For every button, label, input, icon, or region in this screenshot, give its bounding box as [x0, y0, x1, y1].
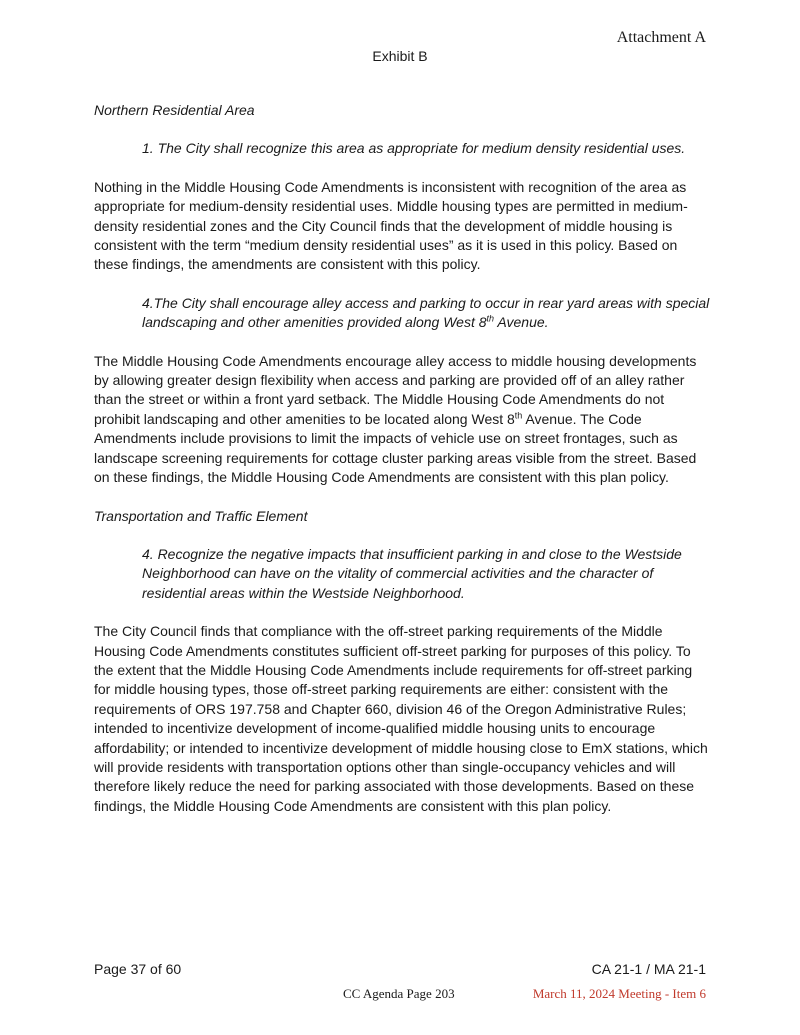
transportation-heading: Transportation and Traffic Element: [94, 507, 308, 524]
policy-4: [94, 294, 710, 333]
case-number: CA 21-1 / MA 21-1: [591, 961, 706, 977]
document-body: [94, 101, 710, 835]
exhibit-label: Exhibit B: [372, 48, 428, 64]
page-number: Page 37 of 60: [94, 961, 182, 977]
policy-4-text-end: Avenue.: [494, 314, 549, 331]
paragraph-2-text-end: Avenue. The Code Amendments include provisions to limit the impacts of vehicle use on street frontages, such as landscape screening requirements for cottage cluster parking areas visible from the street. Based on these findings, the Middle Housing Code Amendments are consistent with this plan policy.: [94, 410, 697, 486]
finding-paragraph-3: The City Council finds that compliance with the off-street parking requirements of the Middle Housing Code Amendments constitutes sufficient off-street parking for purposes of this policy. To the extent that the Middle Housing Code Amendments include requirements for off-street parking for middle housing types, those off-street parking requirements are either: consistent with the requirements of ORS 197.758 and Chapter 660, division 46 of the Oregon Administrative Rules; intended to incentivize development of income-qualified middle housing units to encourage affordability; or intended to incentivize development of middle housing close to EmX stations, which will provide residents with transportation options other than single-occupancy vehicles and will therefore likely reduce the need for parking associated with those developments. Based on these findings, the Middle Housing Code Amendments are consistent with this plan policy.: [94, 623, 708, 814]
paragraph-2-text: The Middle Housing Code Amendments encourage alley access to middle housing developments by allowing greater design flexibility when access and parking are provided off of an alley rather than the street or within a front yard setback. The Middle Housing Code Amendments do not prohibit landscaping and other amenities to be located along West 8: [94, 352, 697, 427]
finding-paragraph-2: [94, 352, 710, 488]
policy-4-text: 4.The City shall encourage alley access and parking to occur in rear yard areas with special landscaping and other amenities provided along West 8: [142, 294, 710, 331]
policy-1: 1. The City shall recognize this area as appropriate for medium density residential uses.: [142, 140, 686, 157]
finding-paragraph-1: Nothing in the Middle Housing Code Amendments is inconsistent with recognition of the area as appropriate for medium-density residential uses. Middle housing types are permitted in medium-density residential zones and the City Council finds that the development of middle housing is consistent with the term “medium density residential uses” as it is used in this policy. Based on these findings, the amendments are consistent with this policy.: [94, 178, 688, 273]
northern-residential-heading: Northern Residential Area: [94, 102, 255, 118]
agenda-page: CC Agenda Page 203: [343, 986, 455, 1001]
meeting-label: March 11, 2024 Meeting - Item 6: [532, 986, 706, 1001]
attachment-label: Attachment A: [616, 29, 706, 46]
policy-4-superscript: th: [486, 313, 495, 324]
policy-transportation-4: 4. Recognize the negative impacts that insufficient parking in and close to the Westside Neighborhood can have on the vitality of commercial activities and the character of residential areas within the Westside Neighborhood.: [142, 545, 682, 601]
paragraph-2-superscript: th: [514, 410, 523, 421]
